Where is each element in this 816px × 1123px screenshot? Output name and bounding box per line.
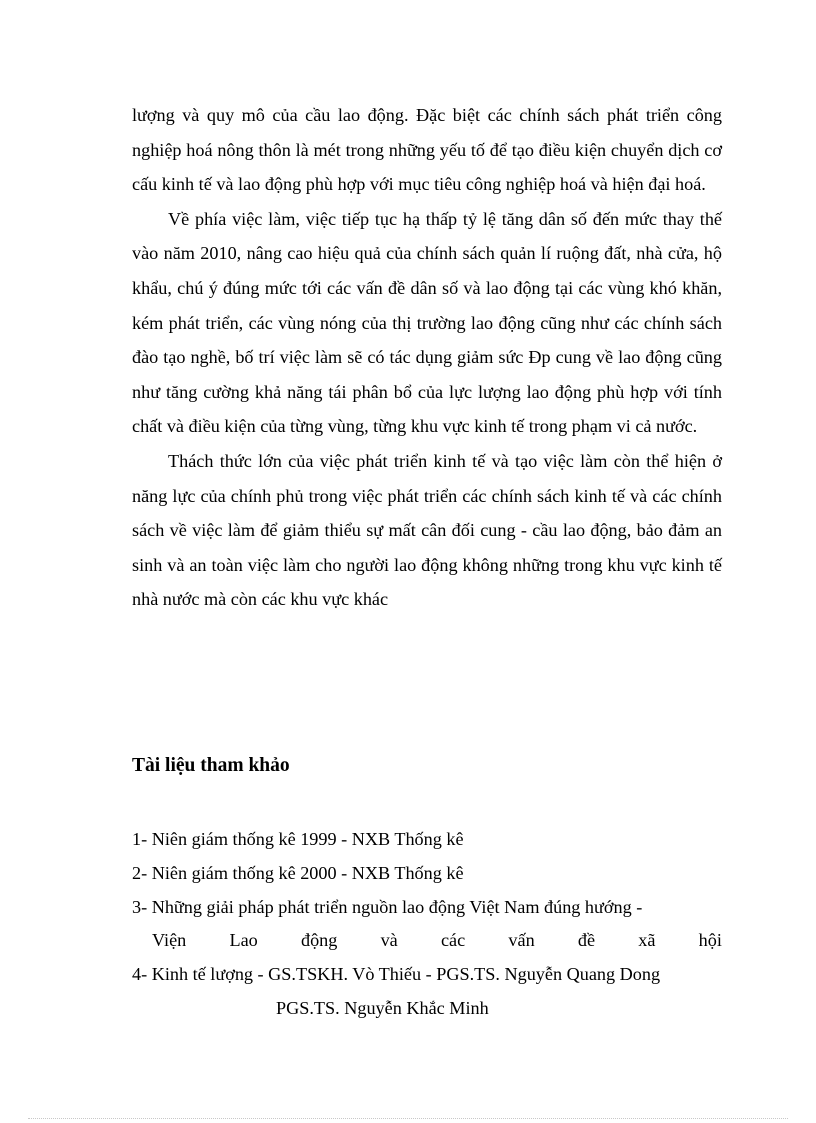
reference-item-4: 4- Kinh tế lượng - GS.TSKH. Vò Thiếu - PGS.TS. Nguyễn Quang Dong xyxy=(132,964,661,985)
page-bottom-divider xyxy=(28,1118,788,1119)
ref-word: các xyxy=(440,930,466,951)
body-paragraph-1: lượng và quy mô của cầu lao động. Đặc biệt các chính sách phát triển công nghiệp hoá nông thôn là mét trong những yếu tố để tạo điều kiện chuyển dịch cơ cấu kinh tế và lao động phù hợp với mục tiêu công nghiệp hoá và hiện đại hoá. xyxy=(132,105,722,195)
body-paragraph-2: Về phía việc làm, việc tiếp tục hạ thấp tỷ lệ tăng dân số đến mức thay thế vào năm 2010, nâng cao hiệu quả của chính sách quản lí ruộng đất, nhà cửa, hộ khẩu, chú ý đúng mức tới các vấn đề dân số và lao động tại các vùng khó khăn, kém phát triển, các vùng nóng của thị trường lao động cũng như các chính sách đào tạo nghề, bố trí việc làm sẽ có tác dụng giảm sức Ðp cung về lao động cũng như tăng cường khả năng tái phân bổ của lực lượng lao động phù hợp với tính chất và điều kiện của từng vùng, từng khu vực kinh tế trong phạm vi cả nước. xyxy=(132,208,722,437)
reference-item-1: 1- Niên giám thống kê 1999 - NXB Thống kê xyxy=(132,829,464,849)
ref-word: Lao xyxy=(229,930,258,951)
reference-item-3-continuation xyxy=(132,924,722,958)
references-list xyxy=(132,823,722,1026)
body-paragraph-3: Thách thức lớn của việc phát triển kinh tế và tạo việc làm còn thể hiện ở năng lực của chính phủ trong việc phát triển các chính sách kinh tế và các chính sách về việc làm để giảm thiểu sự mất cân đối cung - cầu lao động, bảo đảm an sinh và an toàn việc làm cho người lao động không những trong khu vực kinh tế nhà nước mà còn các khu vực khác xyxy=(132,450,722,610)
document-body xyxy=(132,98,722,617)
ref-word: hội xyxy=(698,930,722,951)
ref-word: Viện xyxy=(152,930,187,951)
ref-word: đề xyxy=(577,930,596,951)
reference-item-4-continuation: PGS.TS. Nguyễn Khắc Minh xyxy=(276,997,489,1018)
ref-word: vấn xyxy=(508,930,535,951)
reference-item-2: 2- Niên giám thống kê 2000 - NXB Thống kê xyxy=(132,862,464,883)
ref-word: xã xyxy=(638,930,656,951)
reference-item-3: 3- Những giải pháp phát triển nguồn lao động Việt Nam đúng hướng - xyxy=(132,896,643,917)
ref-word: động xyxy=(300,930,338,951)
references-heading: Tài liệu tham khảo xyxy=(132,755,290,776)
ref-word: và xyxy=(380,930,398,951)
